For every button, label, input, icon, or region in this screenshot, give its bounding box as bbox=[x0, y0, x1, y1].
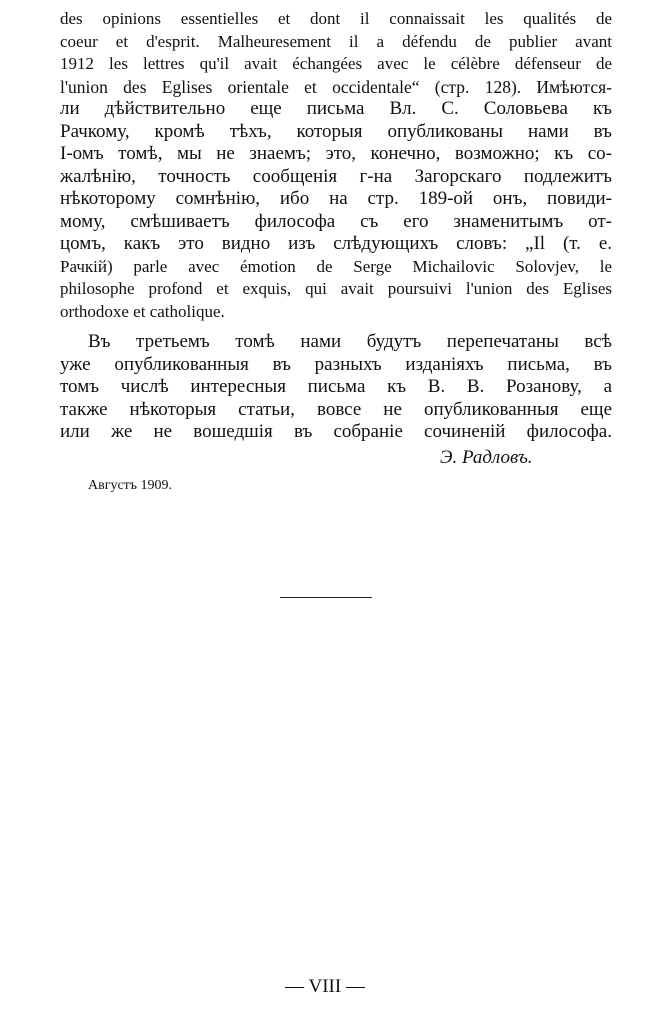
text-line: мому, смѣшиваетъ философа съ его знаменитымъ от- bbox=[60, 210, 612, 232]
text-line: также нѣкоторыя статьи, вовсе не опубликованныя еще bbox=[60, 398, 612, 420]
text-line: ли дѣйствительно еще письма Вл. С. Соловьева къ bbox=[60, 98, 612, 119]
text-line: жалѣнію, точность сообщенія г-на Загорскаго подлежитъ bbox=[60, 165, 612, 187]
text-line: I-омъ томѣ, мы не знаемъ; это, конечно, возможно; къ со- bbox=[60, 143, 612, 164]
text-line: Рачкому, кромѣ тѣхъ, которыя опубликованы нами въ bbox=[60, 120, 612, 142]
page-number: — VIII — bbox=[285, 976, 365, 997]
text-line: цомъ, какъ это видно изъ слѣдующихъ словъ: „Il (т. е. bbox=[60, 233, 612, 254]
text-line: l'union des Eglises orientale et occidentale“ (стр. 128). Имѣются- bbox=[60, 76, 612, 97]
text-line: des opinions essentielles et dont il connaissait les qualités de bbox=[60, 9, 612, 28]
text-line: philosophe profond et exquis, qui avait poursuivi l'union des Eglises bbox=[60, 279, 612, 298]
text-line: 1912 les lettres qu'il avait échangées avec le célèbre défenseur de bbox=[60, 54, 612, 73]
paragraph-1 bbox=[60, 8, 612, 323]
text-line: уже опубликованныя въ разныхъ изданіяхъ письма, въ bbox=[60, 353, 612, 375]
divider-rule bbox=[280, 597, 372, 598]
paragraph-2 bbox=[60, 331, 612, 444]
body-text bbox=[60, 8, 612, 444]
text-line: orthodoxe et catholique. bbox=[60, 301, 225, 321]
signature: Э. Радловъ. bbox=[440, 447, 533, 468]
date: Августъ 1909. bbox=[88, 478, 173, 493]
text-line: coeur et d'esprit. Malheuresement il a défendu de publier avant bbox=[60, 31, 612, 51]
text-line: или же не вошедшія въ собраніе сочиненій философа. bbox=[60, 421, 612, 442]
text-line: нѣкоторому сомнѣнію, ибо на стр. 189-ой онъ, повиди- bbox=[60, 188, 612, 209]
text-line: Въ третьемъ томѣ нами будутъ перепечатаны всѣ bbox=[88, 331, 612, 352]
text-line: томъ числѣ интересныя письма къ В. В. Розанову, а bbox=[60, 376, 612, 397]
text-line: Рачкій) parle avec émotion de Serge Michailovic Solovjev, le bbox=[60, 256, 612, 276]
